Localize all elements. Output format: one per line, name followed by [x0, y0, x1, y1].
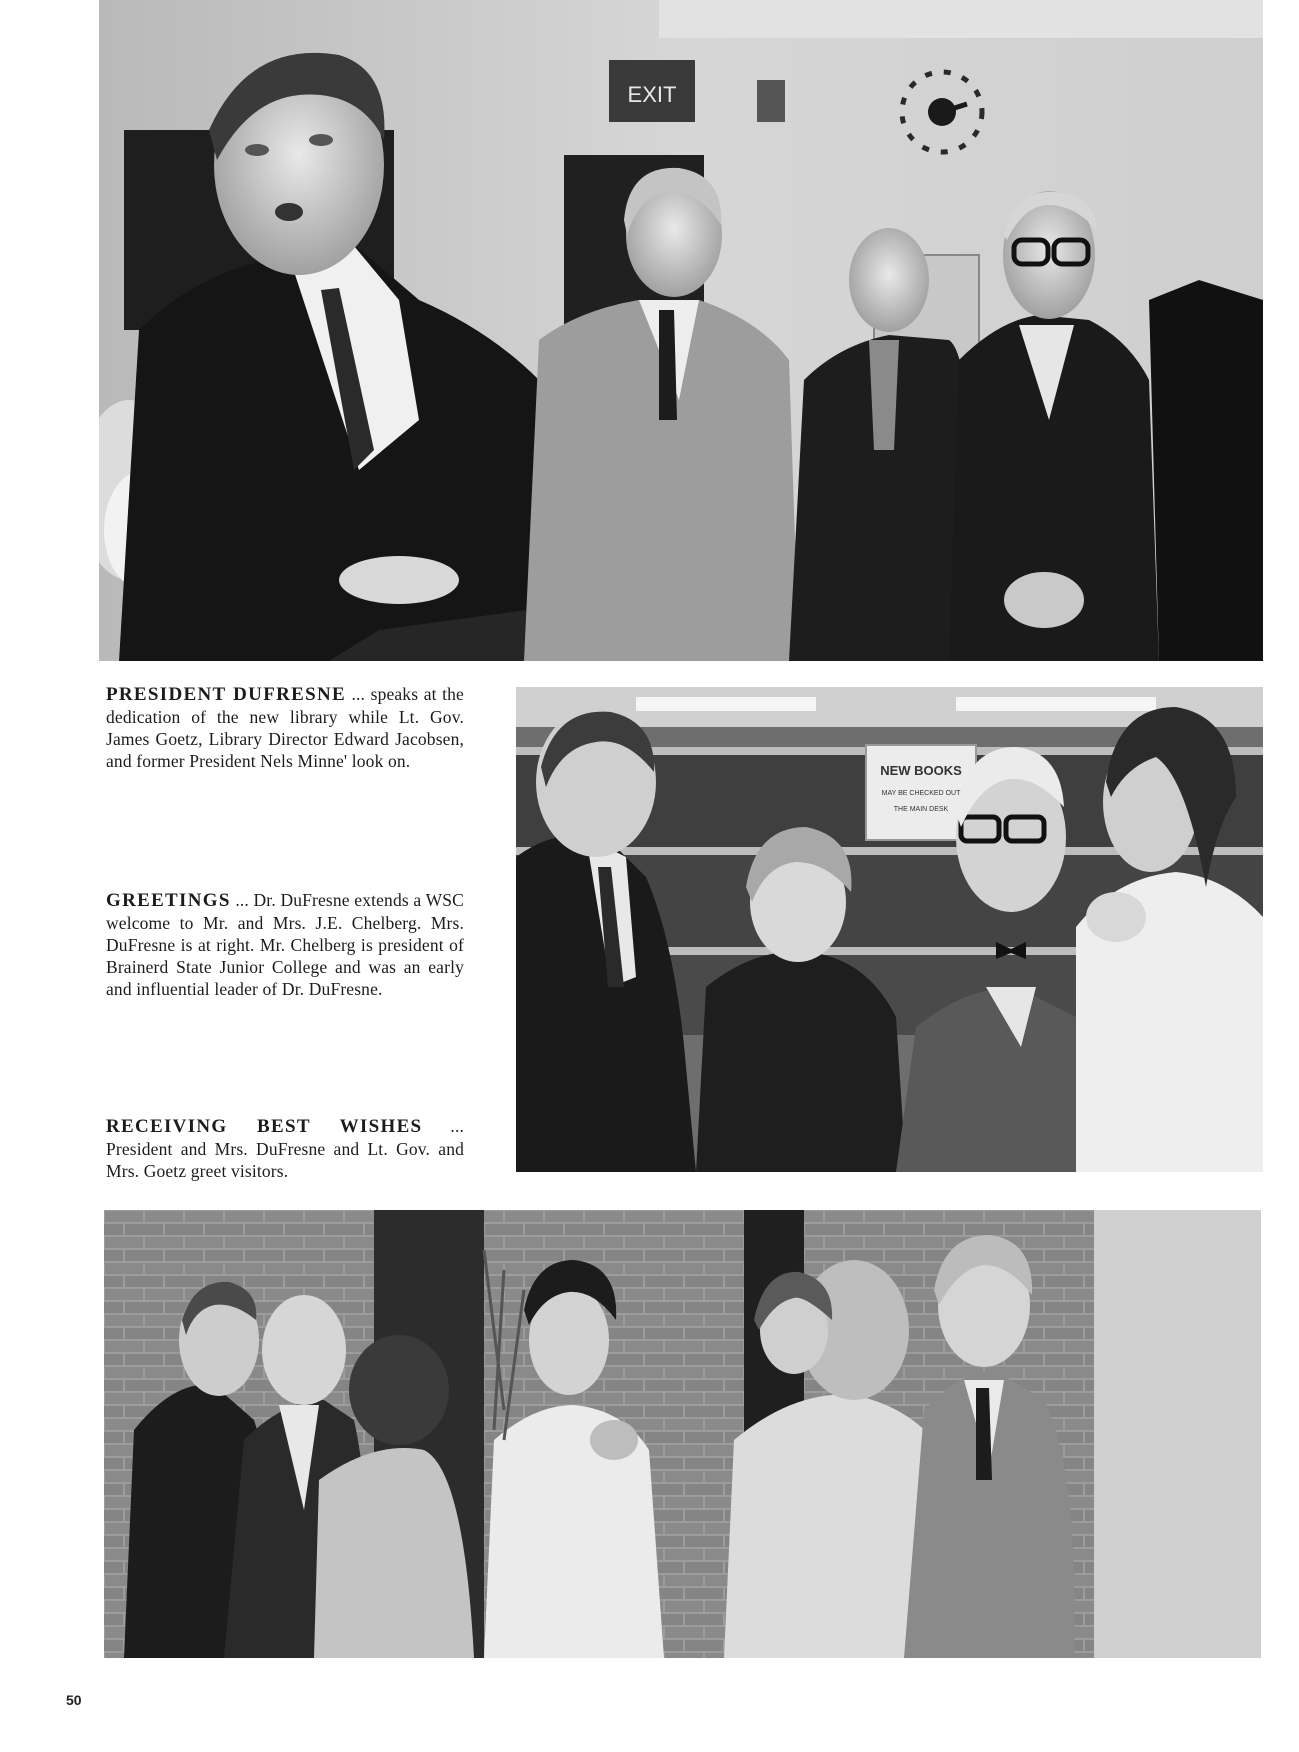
caption-ellipsis: ... [450, 1116, 464, 1136]
caption-receiving-best-wishes [106, 1115, 464, 1182]
caption-heading: PRESIDENT DUFRESNE [106, 684, 346, 705]
photo-greetings-chelberg [516, 687, 1263, 1172]
photo-greetings-chelberg-image [516, 687, 1263, 1172]
page-number: 50 [66, 1692, 82, 1708]
new-books-sign-line3: THE MAIN DESK [893, 806, 949, 813]
new-books-sign-line1: NEW BOOKS [880, 763, 962, 778]
caption-body: Dr. DuFresne extends a WSC welcome to Mr. and Mrs. J.E. Chelberg. Mrs. DuFresne is at right. Mr. Chelberg is president of Brainerd State Junior College and was an early and influential leader of Dr. DuFresne. [106, 890, 465, 999]
photo-receiving-best-wishes [104, 1210, 1261, 1658]
photo-receiving-best-wishes-image [104, 1210, 1261, 1658]
photo-library-dedication-speech [99, 0, 1263, 661]
photo-library-dedication-speech-image [99, 0, 1263, 661]
caption-heading: GREETINGS [106, 890, 231, 911]
caption-ellipsis: ... [351, 684, 366, 704]
exit-sign-text: EXIT [627, 82, 677, 107]
caption-body: President and Mrs. DuFresne and Lt. Gov. and Mrs. Goetz greet visitors. [106, 1139, 464, 1181]
caption-greetings [106, 889, 464, 1000]
caption-body: speaks at the dedication of the new library while Lt. Gov. James Goetz, Library Director Edward Jacobsen, and former President Nels Minne' look on. [106, 684, 464, 771]
caption-president-dufresne [106, 683, 464, 772]
new-books-sign-line2: MAY BE CHECKED OUT [881, 790, 961, 797]
caption-heading: RECEIVING BEST WISHES [106, 1116, 423, 1137]
caption-ellipsis: ... [235, 890, 249, 910]
